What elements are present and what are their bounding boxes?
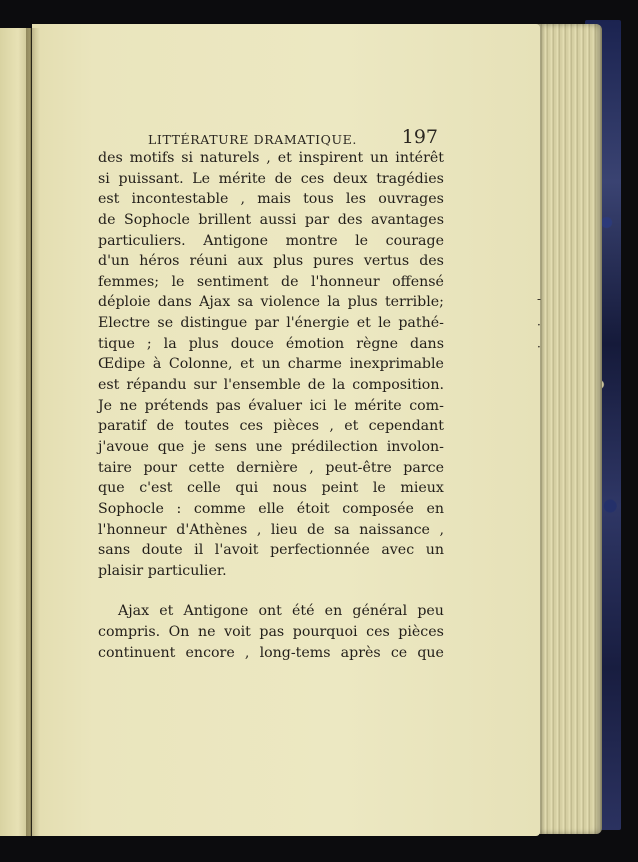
word: Antigone [183,603,249,620]
text-line [98,601,444,622]
word: pièces [273,418,320,435]
word: mérite [354,397,402,414]
word: , [256,521,262,538]
word: motifs [129,150,175,166]
word: mérite [218,170,266,187]
word: paratif [98,418,147,435]
word: ce [390,644,408,661]
word: de [98,211,116,228]
text-line [98,292,444,313]
page-gutter-shadow [26,28,40,836]
word: , [244,644,250,661]
word: compris. [98,624,161,641]
word: le [355,232,369,249]
text-line [98,189,444,210]
word: parce [403,459,444,476]
word: la [332,377,346,394]
word: la [327,294,341,311]
word: Sophocle [124,211,190,228]
word: la [163,335,177,352]
word: elle [258,500,285,517]
word: sans [98,542,131,559]
word: vertus [363,253,410,270]
text-line [98,499,444,520]
running-head: LITTÉRATURE DRAMATIQUE. [148,132,357,147]
word: perfectionnée [270,542,370,559]
word: et [344,418,359,435]
word: celle [187,480,221,497]
word: se [157,315,174,332]
word: plus [347,294,378,311]
word: par [254,315,279,332]
word: prétends [144,397,209,414]
word: déploie [98,294,151,311]
text-line [98,478,444,499]
word: douce [230,335,274,352]
word: lieu [270,521,298,538]
word: plus [273,253,304,270]
word: plus [188,335,219,352]
word: de [156,418,175,435]
word: ont [258,603,282,620]
word: répandu [126,377,187,394]
word: par [304,211,330,228]
word: peu [417,603,444,620]
word: montre [285,232,338,249]
word: ici [309,397,327,414]
edge-mark-decoration: · [537,340,541,354]
word: étoit [296,500,330,517]
text-line [98,540,444,561]
word: composition. [352,377,444,394]
page-number: 197 [401,126,438,148]
word: est [98,191,120,208]
word: de [307,377,326,394]
word: héros [139,253,180,270]
word: tragédies [376,170,444,187]
word: intérêt [395,150,444,166]
word: pathé- [398,315,444,332]
word: comme [193,500,246,517]
word: le [378,315,392,332]
text-line [98,622,444,643]
word: émotion [285,335,345,352]
word: qui [235,480,259,497]
word: pour [143,459,177,476]
word: com- [409,397,444,414]
word: puissant. [118,170,184,187]
text-line: plaisir particulier. [98,562,227,579]
word: ne [197,624,216,641]
word: pas [259,624,285,641]
word: et [277,150,292,166]
word: Je [98,397,113,414]
word: aussi [259,211,297,228]
word: l'honneur [98,521,167,538]
word: été [292,603,315,620]
word: toutes [184,418,230,435]
word: c'est [139,480,173,497]
word: mieux [400,480,444,497]
word: général [352,603,408,620]
word: voit [224,624,251,641]
word: sa [237,294,254,311]
word: , [240,191,246,208]
text-line [98,210,444,231]
word: une [255,438,283,455]
word: dans [157,294,192,311]
word: l'honneur [310,273,380,290]
word: et [240,356,255,373]
word: j'avoue [98,438,149,455]
word: distingue [180,315,248,332]
word: prédilection [291,438,378,455]
text-line [98,416,444,437]
word: de [281,273,299,290]
word: pures [313,253,354,270]
word: Electre [98,315,151,332]
word: de [307,521,325,538]
word: ; [146,335,152,352]
word: avantages [371,211,444,228]
word: ces [300,170,325,187]
edge-mark-decoration: · [537,318,541,332]
word: que [98,480,125,497]
text-line [98,520,444,541]
word: incontestable [131,191,229,208]
word: je [193,438,206,455]
word: des [337,211,363,228]
word: le [372,480,386,497]
text-line [98,458,444,479]
word: à [152,356,162,373]
word: Ajax [118,603,150,620]
text-line [98,375,444,396]
text-line [98,313,444,334]
word: peint [321,480,359,497]
word: sa [334,521,350,538]
word: de [274,170,293,187]
word: terrible; [384,294,444,311]
word: si [98,170,110,187]
word: un [425,542,444,559]
word: un [370,150,389,166]
word: : [176,500,182,517]
word: et [159,603,174,620]
word: violence [260,294,321,311]
word: pourquoi [292,624,358,641]
word: dans [410,335,444,352]
word: si [181,150,194,166]
word: des [98,150,123,166]
text-line [98,334,444,355]
word: naissance [359,521,430,538]
text-line [98,272,444,293]
word: Antigone [203,232,269,249]
word: courage [385,232,444,249]
word: et [356,315,371,332]
word: inexprimable [349,356,444,373]
word: peut-être [325,459,392,476]
word: doute [141,542,183,559]
word: composée [342,500,414,517]
word: offensé [392,273,444,290]
word: que [417,644,444,661]
paragraph [98,601,444,663]
word: , [329,418,334,435]
word: sur [193,377,217,394]
word: cependant [368,418,444,435]
word: est [98,377,120,394]
word: avec [381,542,415,559]
word: Le [192,170,211,187]
word: ouvrages [378,191,444,208]
text-line [98,437,444,458]
paragraph-gap [98,581,444,601]
word: continuent [98,644,176,661]
word: l'ensemble [223,377,301,394]
word: d'un [98,253,130,270]
word: règne [356,335,398,352]
text-line [98,231,444,252]
word: pas [215,397,241,414]
word: dernière [236,459,298,476]
word: naturels [199,150,260,166]
word: brillent [198,211,252,228]
word: , [309,459,314,476]
text-line [98,396,444,417]
word: femmes; [98,273,160,290]
word: mais [257,191,291,208]
word: le [334,397,347,414]
word: ces [239,418,264,435]
word: un [261,356,281,373]
word: sentiment [196,273,269,290]
text-line [98,148,444,169]
word: encore [185,644,235,661]
word: ces [366,624,390,641]
word: deux [332,170,368,187]
word: Ajax [199,294,231,311]
word: cette [188,459,225,476]
paragraph-container [98,148,444,663]
word: taire [98,459,132,476]
word: des [419,253,444,270]
book-page [32,24,540,836]
text-line [98,251,444,272]
word: , [439,521,444,538]
word: en [426,500,444,517]
paragraph [98,148,444,581]
word: involon- [386,438,444,455]
word: l'énergie [286,315,350,332]
word: Œdipe [98,356,146,373]
word: les [345,191,367,208]
text-line [98,354,444,375]
word: d'Athènes [176,521,248,538]
word: après [340,644,381,661]
word: tique [98,335,135,352]
text-line [98,169,444,190]
word: long-tems [259,644,331,661]
word: particuliers. [98,232,186,249]
word: ne [119,397,138,414]
word: pièces [398,624,444,641]
word: que [157,438,185,455]
word: On [168,624,190,641]
word: , [266,150,271,166]
word: sens [214,438,247,455]
edge-mark-decoration: - [537,292,542,306]
word: aux [237,253,264,270]
body-text [98,148,444,663]
word: Colonne, [168,356,233,373]
word: charme [287,356,342,373]
word: nous [272,480,307,497]
word: l'avoit [214,542,259,559]
word: le [171,273,185,290]
word: en [324,603,343,620]
word: il [194,542,204,559]
word: réuni [189,253,228,270]
word: tous [303,191,334,208]
word: Sophocle [98,500,164,517]
word: évaluer [248,397,302,414]
word: inspirent [298,150,364,166]
text-line [98,643,444,664]
